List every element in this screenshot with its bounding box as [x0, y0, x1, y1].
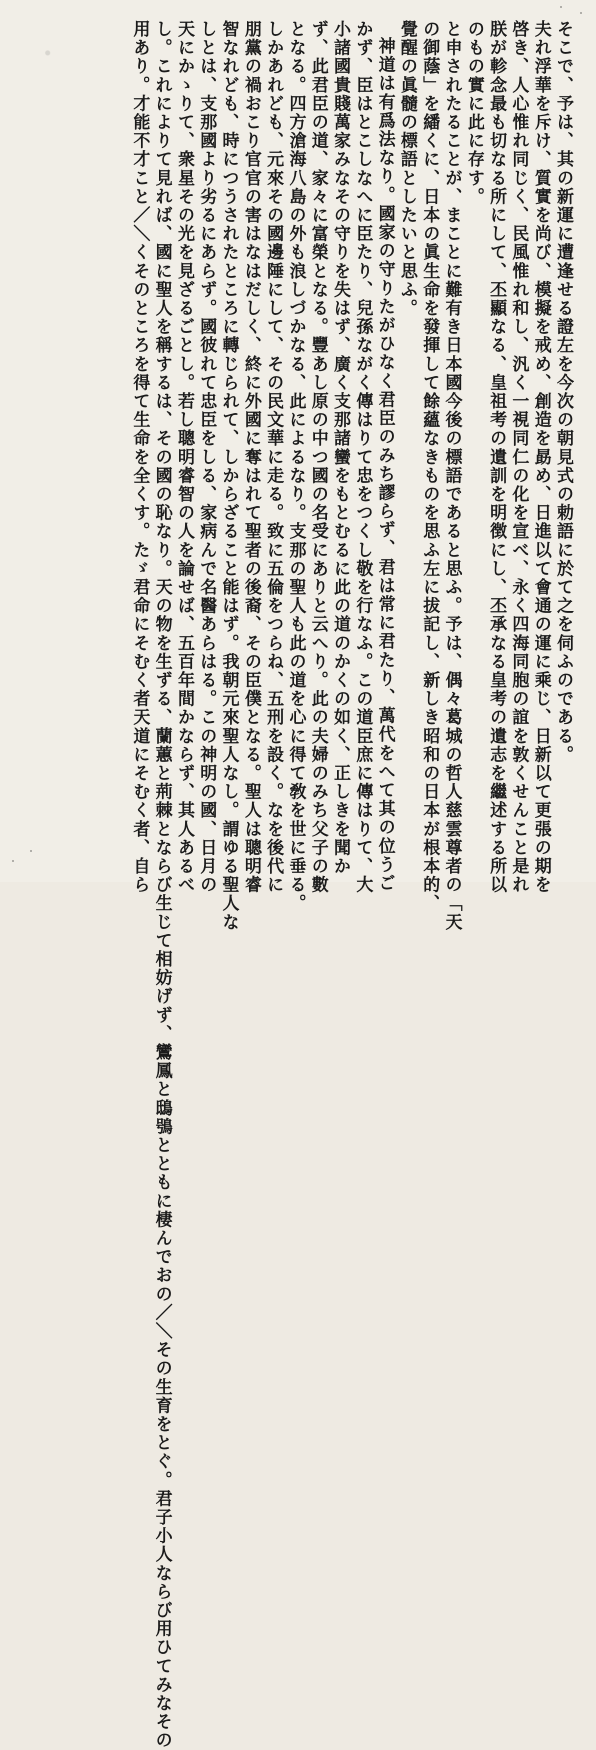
- text-column-1: そこで、予は、其の新運に遭逢せる證左を今次の朝見式の勅語に於て之を伺ふのである。: [553, 20, 573, 764]
- text-column-6: と申されたることが、まことに難有き日本國今後の標語であると思ふ。予は、偶々葛城の哲人慈雲尊者の「天: [441, 20, 462, 932]
- text-column-19: し。これによりて見れば、國に聖人を稱するは、その國の恥なり。天の物を生ずる、蘭蕙と荊棘とならび生じて相妨げず、鸞鳳と鴟鴞とともに棲んでおの／＼その生育をとぐ。君子小人ならび用ひてみなその: [151, 20, 172, 1750]
- scan-speck: [12, 860, 14, 862]
- text-column-16: 智なれども、時につうされたところに轉じられて、しからざること能はず。我朝元來聖人なし。謂ゆる聖人な: [218, 20, 239, 932]
- text-column-12: ず、此君臣の道、家々に富榮となる。豐あし原の中つ國の名受にありと云へり。此の夫婦のみち父子の數: [307, 20, 328, 895]
- text-column-2: 夫れ浮華を斥け、質實を尚び、模擬を戒め、創造を勗め、日進以て會通の運に乘じ、日新以て更張の期を: [530, 20, 551, 895]
- text-column-18: 天にかゝりて、衆星その光を見ざるごとし。若し聰明睿智の人を論せば、五百年間かならず、其人あるべ: [173, 20, 194, 895]
- vertical-text-body: [22, 20, 574, 1750]
- text-column-8: 覺醒の眞髓の標語としたいと思ふ。: [396, 20, 417, 318]
- text-column-15: 朋黨の禍おこり官官の害はなはだしく、終に外國に奪はれて聖者の後裔、その臣僕となる。聖人は聰明睿: [240, 20, 261, 895]
- text-column-3: 啓き、人心惟れ同じく、民風惟れ和し、汎く一視同仁の化を宣べ、永く四海同胞の誼を敦くせんこと是れ: [508, 20, 529, 895]
- text-column-20: 用あり。才能不才こと／＼くそのところを得て生命を全くす。たゞ君命にそむく者天道にそむく者、自ら: [129, 20, 150, 895]
- text-column-7: の御蔭」を繙くに、日本の眞生命を發揮して餘蘊なきものを思ふ左に拔記し、新しき昭和の日本が根本的、: [419, 20, 440, 913]
- scan-speck: [560, 6, 562, 8]
- text-column-14: しかあれども、元來その國邊陲にして、その民文華に走る。致に五倫をつらね、五刑を設く。なを後代に: [263, 20, 284, 895]
- scan-speck: [580, 12, 582, 14]
- text-column-13: となる。四方滄海八島の外も浪しづかなる、此によるなり。支那の聖人も此の道を心に得て敎を世に垂る。: [285, 20, 306, 913]
- text-column-17: しとは、支那國より劣るにあらず。國彼れて忠臣をしる、家病んで名醫あらはる。この神明の國、日月の: [196, 20, 217, 895]
- text-column-9: 神道は有爲法なり。國家の守りたがひなく君臣のみち謬らず、君は常に君たり、萬代をへて其の位うご: [374, 37, 395, 893]
- text-column-11: 小諸國貴賤萬家みなその守りを失はず、廣く支那諸蠻をもとむるに此の道のかくの如く、正しきを聞か: [330, 20, 351, 876]
- scan-speck: [30, 850, 32, 852]
- text-column-5: のもの實に此に存す。: [463, 20, 484, 206]
- text-column-10: かず、臣はとこしなへに臣たり、兒孫ながく傳はりて忠をつくし敬を行なふ。この道臣庶に傳はりて、大: [352, 20, 373, 895]
- text-column-4: 朕が軫念最も切なる所にして、丕顯なる、皇祖考の遺訓を明徴にし、丕承なる皇考の遺志を繼述する所以: [486, 20, 507, 895]
